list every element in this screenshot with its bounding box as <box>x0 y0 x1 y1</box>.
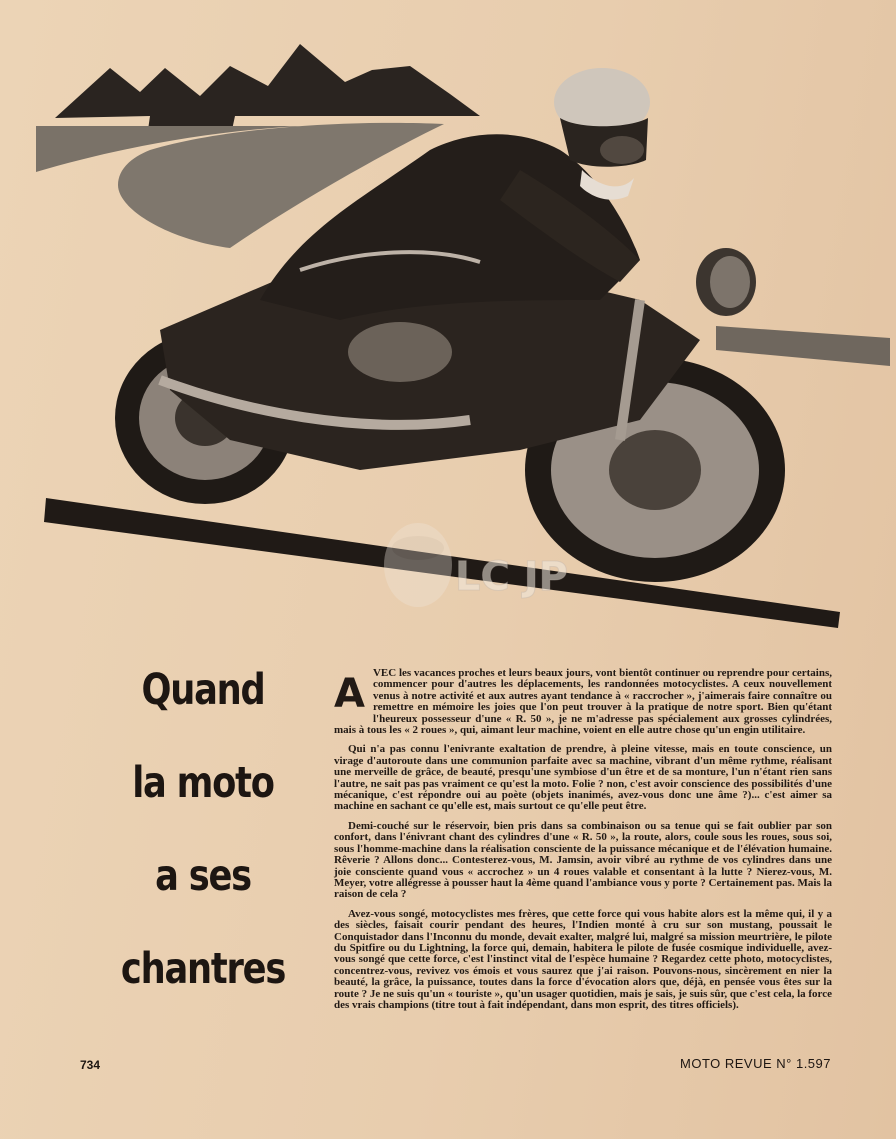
page-number: 734 <box>80 1058 101 1072</box>
title-line-4: chantres <box>120 943 286 994</box>
article-paragraph: Avez-vous songé, motocyclistes mes frères, que cette force qui vous habite alors est la même qui, il y a des siècles, faisait courir pendant des heures, l'Indien monté à cru sur son mustang, poussait le Conquistador dans l'Inconnu du monde, devait exalter, malgré lui, malgré sa mission meurtrière, le pilote du Spitfire ou du Lightning, la force qui, demain, habitera le pilote de fusée cosmique individuelle, avez-vous songé que cette force, c'est l'instinct vital de l'espèce humaine ? Regardez cette photo, motocyclistes, concentrez-vous, revivez vos émois et vous saurez que j'ai raison. Pouvons-nous, sincèrement en nier la beauté, la grâce, la puissance, toutes dans la force d'évocation alors que, déjà, en pensée vous êtes sur la route ? Je ne suis qu'un « touriste », qu'un usager quotidien, mais je sais, je suis sûr, que c'est cela, la force des vrais champions (titre tout à fait indépendant, dans mon esprit, des titres officiels). <box>334 907 832 1011</box>
title-line-3: a ses <box>155 850 251 901</box>
drop-cap: A <box>334 671 365 717</box>
article-title <box>109 644 298 1016</box>
magazine-issue: MOTO REVUE N° 1.597 <box>680 1056 832 1071</box>
paragraph-text: VEC les vacances proches et leurs beaux jours, vont bientôt continuer ou reprendre pour certains, commencer pour d'autres les déplacements, les randonnées motocyclistes. A ceux nouvellement venus à notre activité et aux autres ayant tendance à « raccrocher », j'aimerais faire connaître ou remettre en mémoire les joies que l'on peut trouver à la pratique de notre sport. Bien qu'étant l'heureux possesseur d'une « R. 50 », je ne m'adresse pas spécialement aux grosses cylindrées, mais à tous les « 2 roues », qui, aimant leur machine, voient en elle autre chose qu'un engin utilitaire. <box>334 667 832 737</box>
mountains-graphic <box>55 44 480 130</box>
article-paragraph <box>334 668 832 736</box>
article-paragraph: Qui n'a pas connu l'enivrante exaltation de prendre, à pleine vitesse, mais en toute conscience, un virage d'autoroute dans une communion parfaite avec sa machine, vibrant d'un même rythme, réalisant une merveille de grâce, de beauté, presqu'une symbiose d'un être et de sa monture, l'un n'étant rien sans l'autre, ne sait pas pas vraiment ce qu'est la moto. Folie ? non, c'est avoir conscience des possibilités d'une mécanique, c'est répondre oui au poète (objets inanimés, avez-vous donc une âme ?)... c'est aimer sa machine en sachant ce qu'elle est, mais surtout ce qu'elle peut être. <box>334 743 832 813</box>
watermark-text: LC JP <box>455 554 568 600</box>
title-line-2: la moto <box>132 757 274 808</box>
article-paragraph: Demi-couché sur le réservoir, bien pris dans sa combinaison ou sa tenue qui se fait oublier par son confort, dans l'énivrant chant des cylindres d'une « R. 50 », la route, alors, coule sous les roues, sous soi, sous l'homme-machine dans la réalisation consciente de la puissance mécanique et de l'élévation humaine. Rêverie ? Allons donc... Contesterez-vous, M. Jamsin, avoir vibré au rythme de vos cylindres dans une joie consciente quand vous « accrochez » un 4 roues valable et consentant à la lutte ? Nierez-vous, M. Meyer, votre allégresse à pousser haut la 4ème quand l'ambiance vous y porte ? Certainement pas. Mais la raison de cela ? <box>334 819 832 901</box>
article-body <box>334 668 832 1019</box>
horizon-band-graphic <box>716 326 890 366</box>
title-line-1: Quand <box>141 664 265 715</box>
watermark-graphic <box>384 523 452 607</box>
